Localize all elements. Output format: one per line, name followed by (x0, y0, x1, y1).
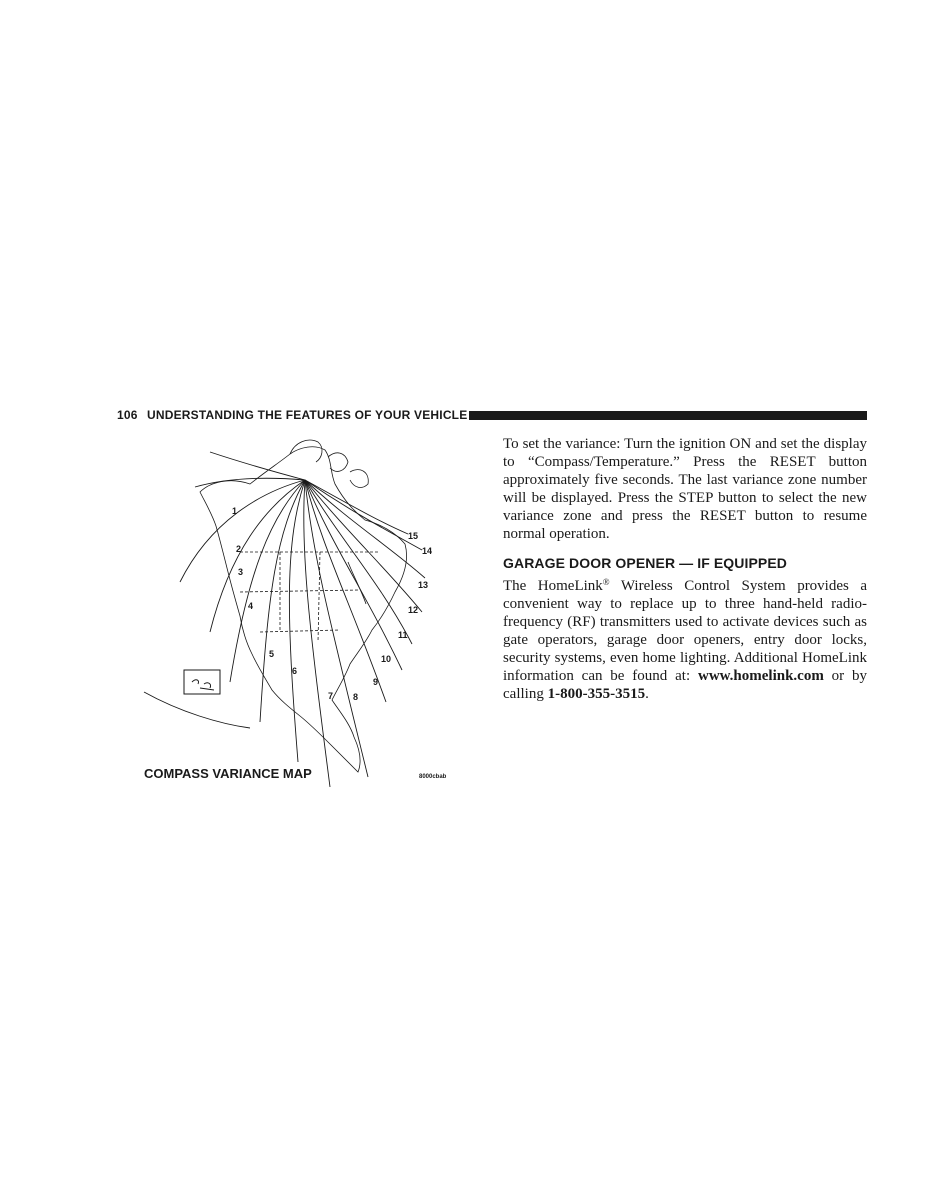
zone-label: 14 (422, 546, 433, 556)
homelink-text-1: The HomeLink (503, 577, 603, 594)
zone-label: 3 (238, 567, 244, 577)
zone-label: 15 (408, 531, 419, 541)
zone-label: 13 (418, 580, 429, 590)
figure-code: 8000cbab (419, 774, 447, 780)
figure-caption: COMPASS VARIANCE MAP (144, 766, 312, 781)
zone-label: 10 (381, 654, 392, 664)
homelink-text-2: Wireless Control System provides a convenient way to replace up to three hand-held radio-frequency (RF) transmitters used to activate devices such as gate operators, garage door openers, entry door locks, security systems, even home lighting. Additional HomeLink information can be found at: (503, 577, 867, 685)
homelink-url: www.homelink.com (697, 668, 824, 685)
zone-label: 2 (236, 544, 242, 554)
zone-label: 1 (232, 506, 238, 516)
zone-label: 7 (328, 691, 334, 701)
hawaii-inset (184, 670, 220, 694)
homelink-text-3: or by calling (503, 668, 868, 703)
zone-label: 6 (292, 666, 298, 676)
variance-paragraph: To set the variance: Turn the ignition ON and set the display to “Compass/Temperature.” Press the RESET button approximately five seconds. The last variance zone number will be displayed. Press the STEP button to select the new variance zone and press the RESET button to resume normal operation. (503, 436, 867, 543)
garage-door-heading: GARAGE DOOR OPENER — IF EQUIPPED (503, 554, 788, 571)
text-column (503, 435, 867, 703)
continent-outline (200, 440, 407, 772)
zone-label: 9 (373, 677, 379, 687)
page-header (117, 408, 867, 424)
zone-label: 11 (398, 630, 408, 640)
homelink-phone: 1-800-355-3515 (547, 686, 646, 703)
section-title: UNDERSTANDING THE FEATURES OF YOUR VEHICLE (147, 408, 468, 422)
homelink-paragraph (503, 573, 867, 704)
compass-variance-map (140, 432, 460, 792)
isogonic-lines (144, 452, 425, 787)
zone-label: 8 (353, 692, 359, 702)
zone-label: 12 (408, 605, 419, 615)
page-number: 106 (117, 408, 138, 422)
homelink-text-4: . (645, 686, 649, 703)
zone-label: 4 (248, 601, 254, 611)
hawaii-islands (192, 680, 214, 690)
registered-mark: ® (602, 576, 610, 587)
compass-variance-map-figure (140, 432, 460, 792)
header-rule (469, 411, 867, 420)
zone-label: 5 (269, 649, 275, 659)
